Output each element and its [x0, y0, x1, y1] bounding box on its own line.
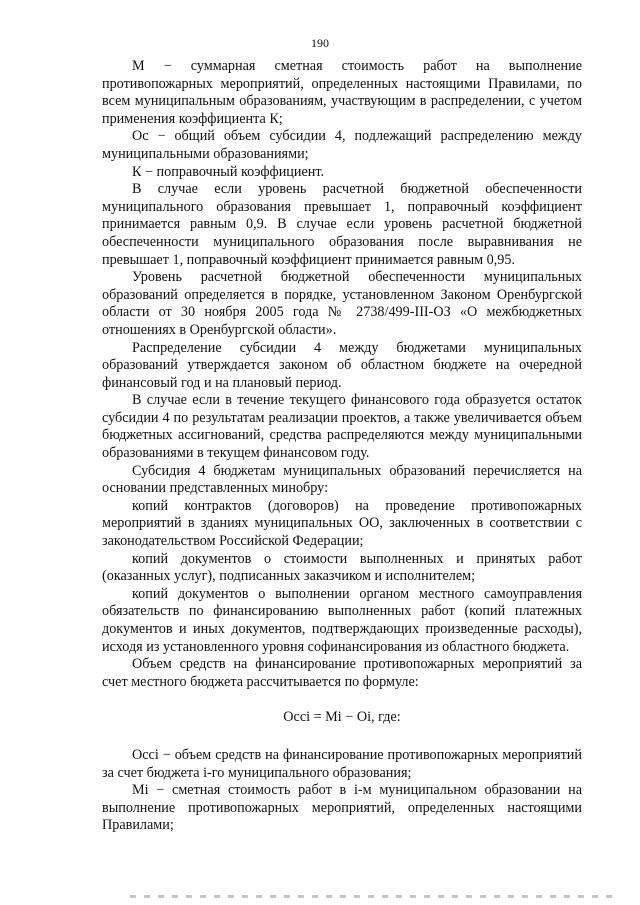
paragraph-correction-coefficient: В случае если уровень расчетной бюджетной обеспеченности муниципального образования превышает 1, поправочный коэффициент принимается равным 0,9. В случае если уровень расчетной бюджетной обеспеченности муниципального образования после выравнивания не превышает 1, поправочный коэффициент принимается равным 0,95.	[102, 181, 582, 268]
scan-artifact	[130, 895, 620, 898]
paragraph-budget-provision-level: Уровень расчетной бюджетной обеспеченности муниципальных образований определяется в порядке, установленном Законом Оренбургской области от 30 ноября 2005 года № 2738/499-III-ОЗ «О межбюджетных отношениях в Оренбургской области».	[102, 269, 582, 338]
paragraph-transfer-basis: Субсидия 4 бюджетам муниципальных образований перечисляется на основании представленных минобру:	[102, 462, 582, 497]
list-item-obligation-documents: копий документов о выполнении органом местного самоуправления обязательств по финансированию выполненных работ (копий платежных документов и иных документов, подтверждающих произведенные расходы), исходя из установленного уровня софинансирования из областного бюджета.	[102, 585, 582, 655]
document-body	[102, 58, 582, 835]
paragraph-formula-intro: Объем средств на финансирование противопожарных мероприятий за счет местного бюджета рассчитывается по формуле:	[102, 656, 582, 690]
paragraph-subsidy-remainder: В случае если в течение текущего финансового года образуется остаток субсидии 4 по результатам реализации проектов, а также увеличивается объем бюджетных ассигнований, средства распределяются между муниципальными образованиями в текущем финансовом году.	[102, 392, 582, 462]
paragraph-subsidy-distribution: Распределение субсидии 4 между бюджетами муниципальных образований утверждается законом об областном бюджете на очередной финансовый год и на плановый период.	[102, 339, 582, 391]
definition-mi: Mi − сметная стоимость работ в i-м муниципальном образовании на выполнение противопожарных мероприятий, определенных настоящими Правилами;	[102, 782, 582, 834]
list-item-contracts: копий контрактов (договоров) на проведение противопожарных мероприятий в зданиях муниципальных ОО, заключенных в соответствии с законодательством Российской Федерации;	[102, 497, 582, 550]
formula: Осci = Mi − Oi, где:	[283, 709, 401, 726]
definition-osci: Осci − объем средств на финансирование противопожарных мероприятий за счет бюджета i-го муниципального образования;	[102, 746, 582, 781]
page-number: 190	[311, 36, 329, 50]
definition-m: М − суммарная сметная стоимость работ на выполнение противопожарных мероприятий, определенных настоящими Правилами, по всем муниципальным образованиям, участвующим в распределении, с учетом применения коэффициента К;	[102, 58, 582, 127]
list-item-cost-documents: копий документов о стоимости выполненных и принятых работ (оказанных услуг), подписанных заказчиком и исполнителем;	[102, 550, 582, 585]
definition-k: К − поправочный коэффициент.	[132, 163, 325, 180]
definition-os: Ос − общий объем субсидии 4, подлежащий распределению между муниципальными образованиями;	[102, 128, 582, 162]
